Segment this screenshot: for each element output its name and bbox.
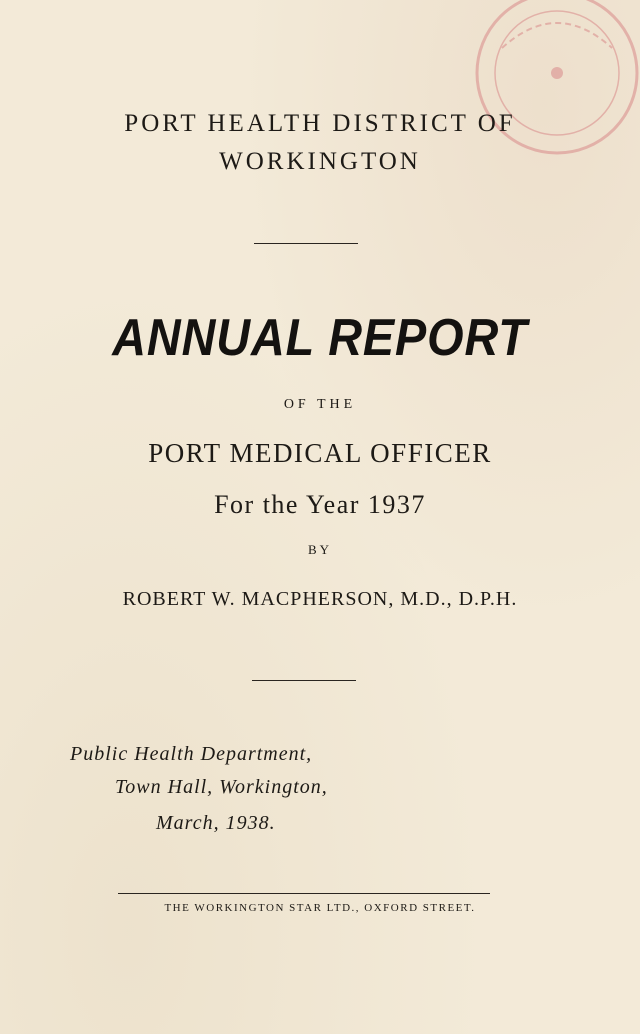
address-line2: Town Hall, Workington, bbox=[115, 776, 328, 798]
printer-imprint: THE WORKINGTON STAR LTD., OXFORD STREET. bbox=[164, 902, 476, 914]
address-date: March, 1938. bbox=[156, 812, 276, 834]
officer-title: PORT MEDICAL OFFICER bbox=[148, 438, 492, 468]
by-text: BY bbox=[307, 542, 333, 557]
district-title-line2: WORKINGTON bbox=[219, 148, 421, 175]
district-title-line1: PORT HEALTH DISTRICT OF bbox=[124, 110, 516, 137]
address-line1: Public Health Department, bbox=[70, 743, 313, 765]
footer-rule bbox=[118, 893, 490, 894]
report-year: For the Year 1937 bbox=[214, 490, 426, 519]
report-title: ANNUAL REPORT bbox=[112, 309, 528, 367]
of-the-text: OF THE bbox=[283, 397, 357, 412]
author-name: ROBERT W. MACPHERSON, M.D., D.P.H. bbox=[122, 588, 518, 610]
divider-rule bbox=[254, 243, 358, 244]
divider-rule bbox=[252, 680, 356, 681]
library-stamp-seal bbox=[462, 0, 640, 168]
